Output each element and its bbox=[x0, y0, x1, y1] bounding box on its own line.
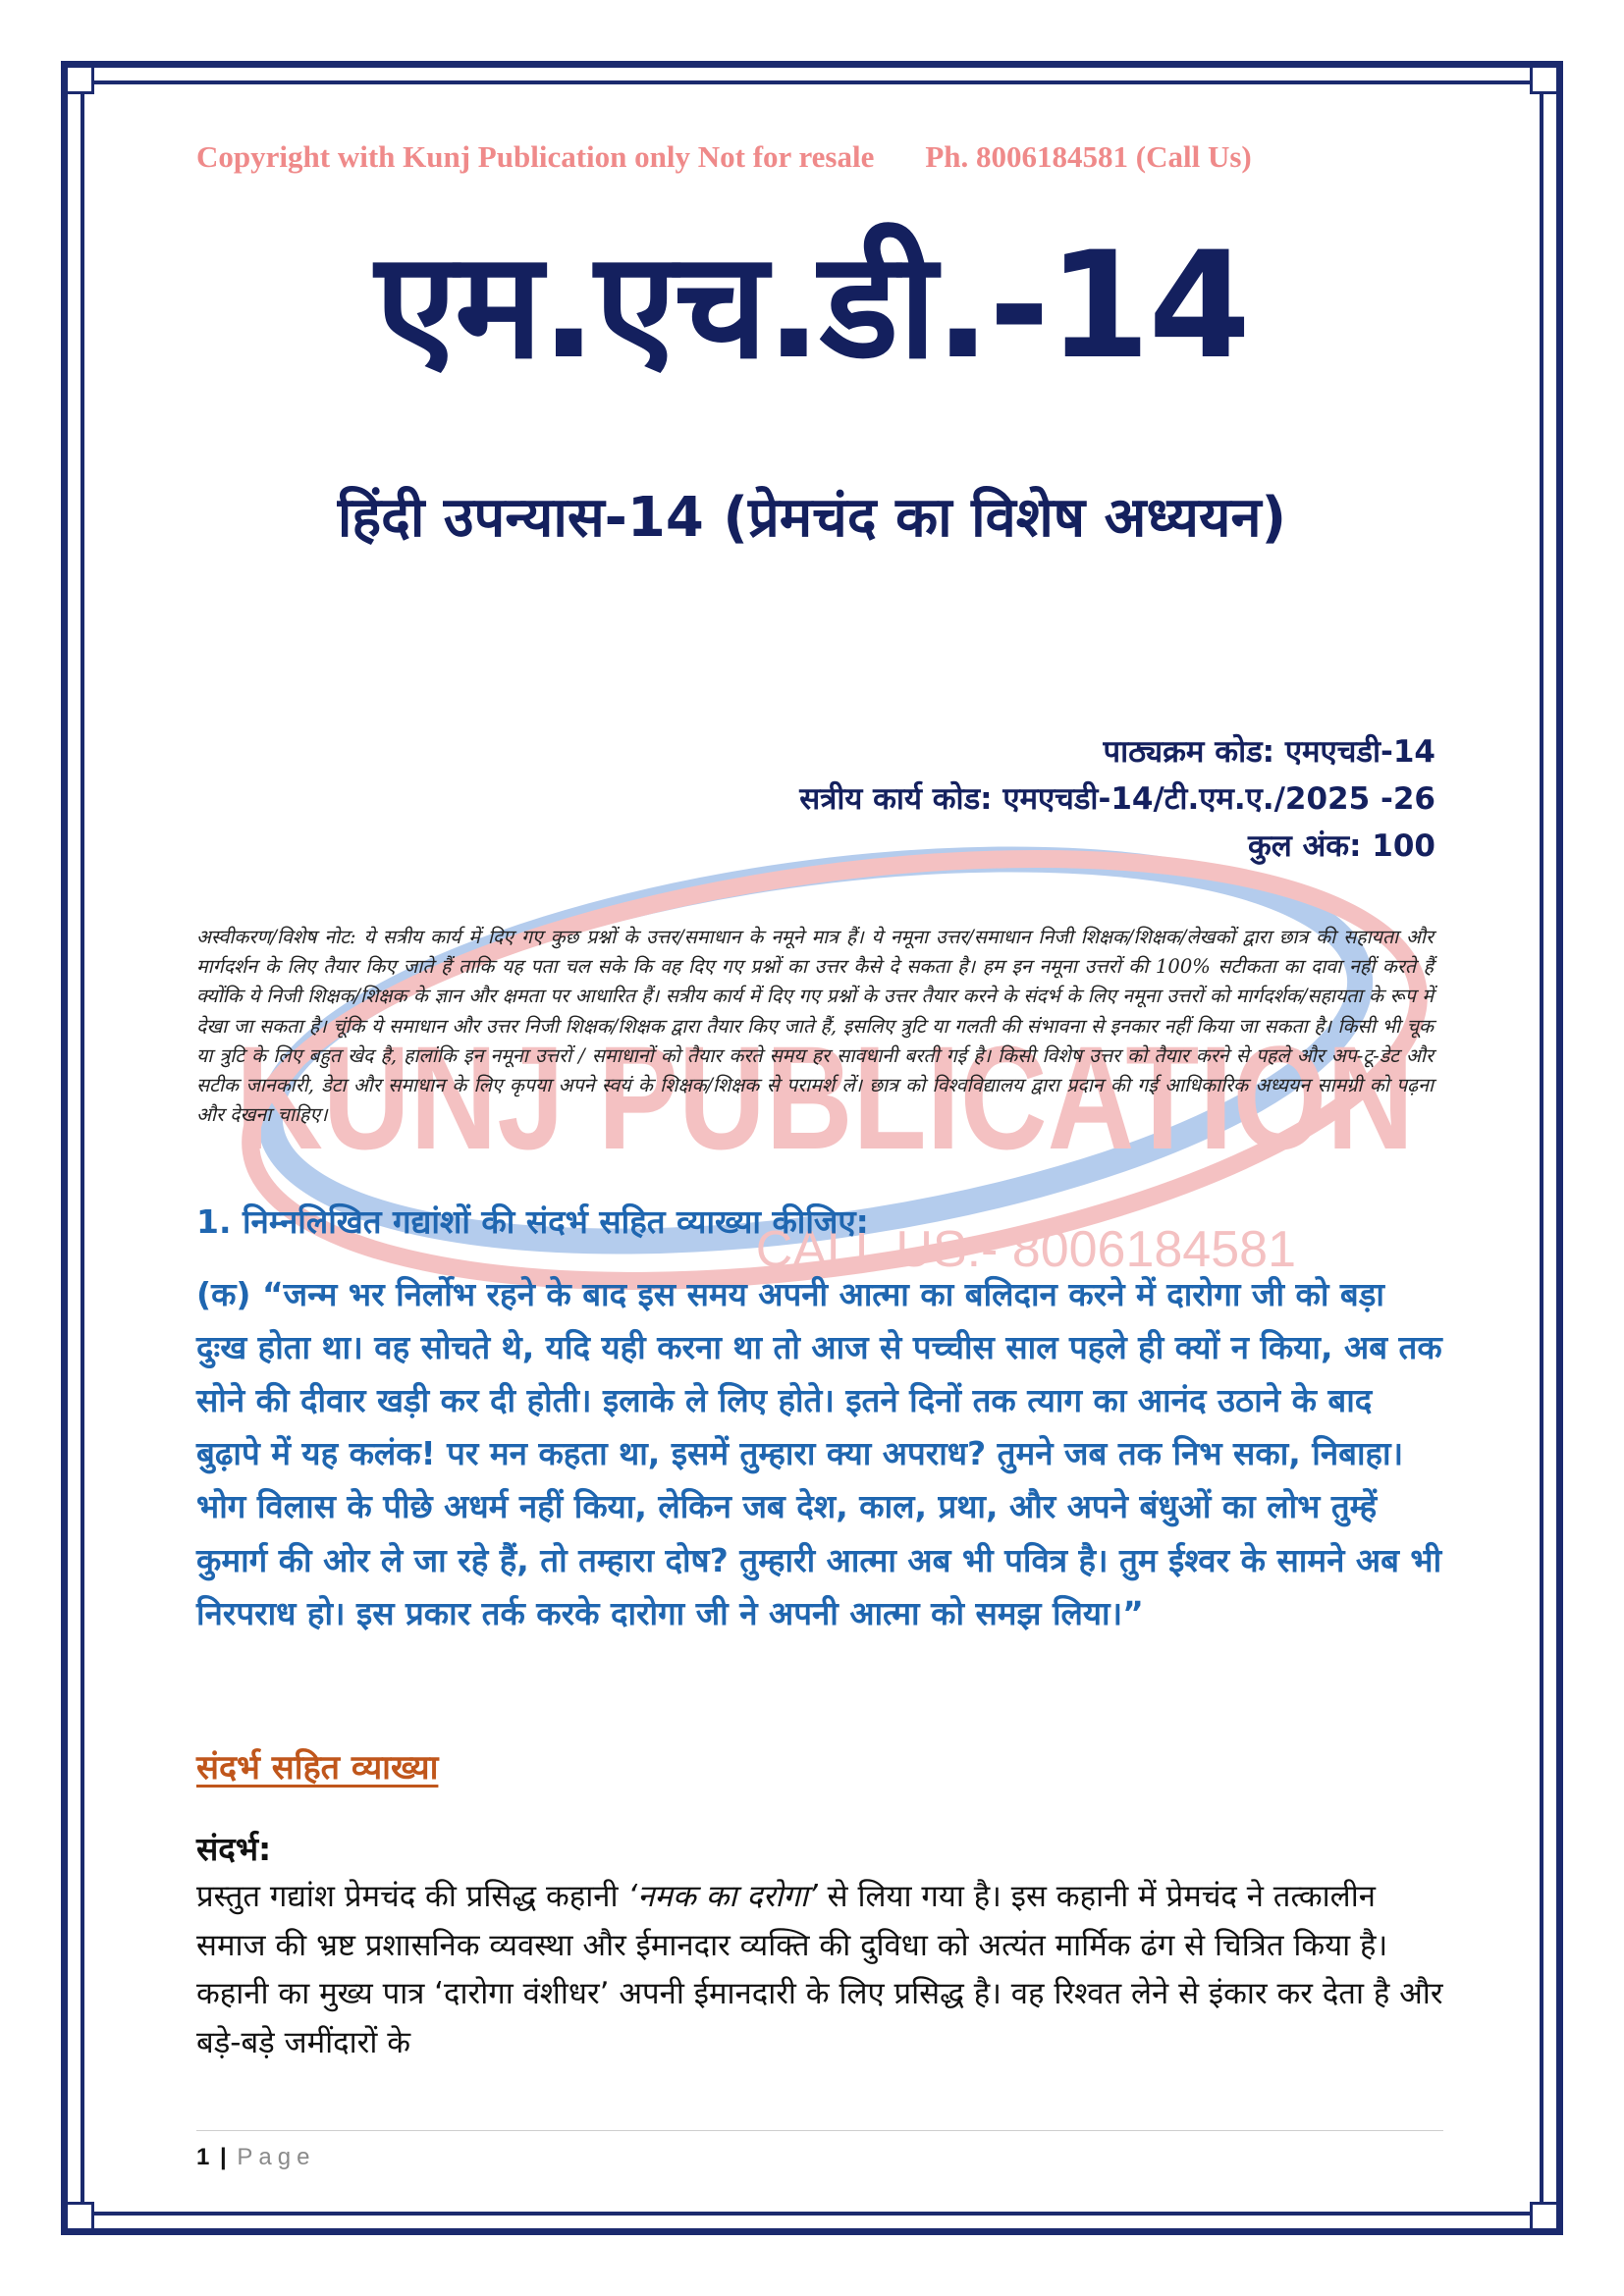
total-marks: कुल अंक: 100 bbox=[1247, 828, 1435, 865]
footer-divider bbox=[196, 2130, 1443, 2131]
context-text-start: प्रस्तुत गद्यांश प्रेमचंद की प्रसिद्ध कहानी bbox=[196, 1879, 628, 1914]
story-title: ‘नमक का दरोगा’ bbox=[627, 1879, 818, 1914]
document-title: एम.एच.डी.-14 bbox=[375, 221, 1249, 392]
question-heading: 1. निम्नलिखित गद्यांशों की संदर्भ सहित व्याख्या कीजिए: bbox=[196, 1202, 869, 1241]
course-code: पाठ्यक्रम कोड: एमएचडी-14 bbox=[1103, 734, 1435, 770]
border-corner-ornament bbox=[1530, 2202, 1559, 2231]
answer-section-heading: संदर्भ सहित व्याख्या bbox=[196, 1748, 439, 1788]
course-info-block bbox=[799, 728, 1435, 870]
border-corner-ornament bbox=[65, 65, 94, 94]
footer-separator: | bbox=[220, 2144, 227, 2170]
copyright-line bbox=[196, 139, 1434, 175]
page-number: 1 bbox=[196, 2144, 210, 2170]
page-footer bbox=[196, 2144, 315, 2171]
context-text-rest: से लिया गया है। इस कहानी में प्रेमचंद ने तत्कालीन समाज की भ्रष्ट प्रशासनिक व्यवस्था और ईमानदार व्यक्ति की दुविधा को अत्यंत मार्मिक ढंग से चित्रित किया है। कहानी का मुख्य पात्र ‘दारोगा वंशीधर’ अपनी ईमानदारी के लिए प्रसिद्ध है। वह रिश्वत लेने से इंकार कर देता है और बड़े-बड़े जमींदारों के bbox=[196, 1879, 1443, 2060]
border-corner-ornament bbox=[1530, 65, 1559, 94]
watermark-call: CALL US:- 8006184581 bbox=[755, 1221, 1296, 1278]
context-paragraph bbox=[196, 1873, 1443, 2067]
watermark-brand: KUNJ PUBLICATION bbox=[236, 1015, 1414, 1180]
question-passage: (क) “जन्म भर निर्लोभ रहने के बाद इस समय अपनी आत्मा का बलिदान करने में दारोगा जी को बड़ा दुःख होता था। वह सोचते थे, यदि यही करना था तो आज से पच्चीस साल पहले ही क्यों न किया, अब तक सोने की दीवार खड़ी कर दी होती। इलाके ले लिए होते। इतने दिनों तक त्याग का आनंद उठाने के बाद बुढ़ापे में यह कलंक! पर मन कहता था, इसमें तुम्हारा क्या अपराध? तुमने जब तक निभ सका, निबाहा। भोग विलास के पीछे अधर्म नहीं किया, लेकिन जब देश, काल, प्रथा, और अपने बंधुओं का लोभ तुम्हें कुमार्ग की ओर ले जा रहे हैं, तो तम्हारा दोष? तुम्हारी आत्मा अब भी पवित्र है। तुम ईश्वर के सामने अब भी निरपराध हो। इस प्रकार तर्क करके दारोगा जी ने अपनी आत्मा को समझ लिया।” bbox=[196, 1275, 1442, 1632]
copyright-text: Copyright with Kunj Publication only Not for resale bbox=[196, 139, 875, 174]
page-label: Page bbox=[237, 2144, 316, 2170]
assignment-code: सत्रीय कार्य कोड: एमएचडी-14/टी.एम.ए./2025 -26 bbox=[799, 781, 1435, 818]
border-corner-ornament bbox=[65, 2202, 94, 2231]
contact-phone: Ph. 8006184581 (Call Us) bbox=[925, 139, 1252, 174]
document-subtitle: हिंदी उपन्यास-14 (प्रेमचंद का विशेष अध्ययन) bbox=[337, 486, 1287, 550]
context-label: संदर्भ: bbox=[196, 1830, 272, 1868]
disclaimer-note: अस्वीकरण/विशेष नोट: ये सत्रीय कार्य में दिए गए कुछ प्रश्नों के उत्तर/समाधान के नमूने मात्र हैं। ये नमूना उत्तर/समाधान निजी शिक्षक/शिक्षक/लेखकों द्वारा छात्र की सहायता और मार्गदर्शन के लिए तैयार किए जाते हैं ताकि यह पता चल सके कि वह दिए गए प्रश्नों का उत्तर कैसे दे सकता है। हम इन नमूना उत्तरों की 100% सटीकता का दावा नहीं करते हैं क्योंकि ये निजी शिक्षक/शिक्षक के ज्ञान और क्षमता पर आधारित हैं। सत्रीय कार्य में दिए गए प्रश्नों के उत्तर तैयार करने के संदर्भ के लिए नमूना उत्तरों को मार्गदर्शक/सहायता के रूप में देखा जा सकता है। चूंकि ये समाधान और उत्तर निजी शिक्षक/शिक्षक द्वारा तैयार किए जाते हैं, इसलिए त्रुटि या गलती की संभावना से इनकार नहीं किया जा सकता है। किसी भी चूक या त्रुटि के लिए बहुत खेद है, हालांकि इन नमूना उत्तरों / समाधानों को तैयार करते समय हर सावधानी बरती गई है। किसी विशेष उत्तर को तैयार करने से पहले और अप-टू-डेट और सटीक जानकारी, डेटा और समाधान के लिए कृपया अपने स्वयं के शिक्षक/शिक्षक से परामर्श लें। छात्र को विश्वविद्यालय द्वारा प्रदान की गई आधिकारिक अध्ययन सामग्री को पढ़ना और देखना चाहिए। bbox=[196, 926, 1434, 1127]
